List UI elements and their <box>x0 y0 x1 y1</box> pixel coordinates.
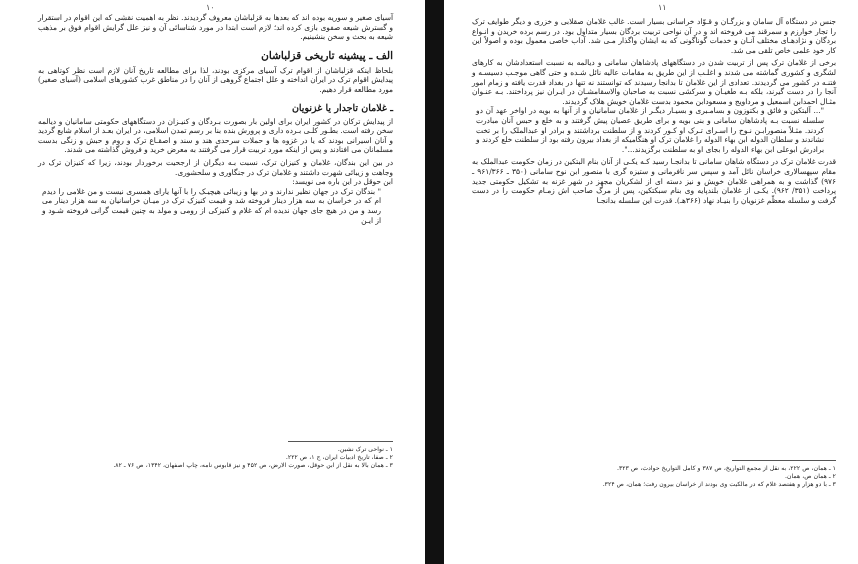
left-paragraph-3: در بین این بندگان، غلامان و کنیزان ترک، نسبت بـه دیگران از ارجحیت برخوردار بودند، زیرا که کنیزان ترک در وجاهت و زیبائی شهرت داشتند و غلامان ترک در جنگاوری و سلحشوری. <box>38 157 393 177</box>
left-paragraph-1: بلحاظ اینکه قزلباشان از اقوام ترک آسیای مرکزی بودند، لذا برای مطالعه تاریخ آنان لازم است نظر کوتاهی به پیدایش اقوام ترک در ایران انداخته و علل اجتماع گروهی از آنان را در مناطق غرب کشورهای اسلامی (آسیای صغیر) مورد مطالعه قرار دهیم. <box>38 65 393 94</box>
right-footnote-3: ۳ ـ با دو هزار و هفتصد غلام که در مالکیت وی بودند از خراسان بیرون رفت؛ همان، ص ۳۲۴. <box>602 481 836 488</box>
right-page-body <box>472 17 836 205</box>
left-quote: " بندگان ترک در جهان نظیر ندارند و در بها و زیبائی هیچیـک را با آنها یارای همسری نیست و من غلامی را دیدم ام که در خراسان به سه هزار دینار فروخته شد و قیمت کنیزک ترک در میـان خراسانیان به سه هزار دینار می رسد و من در هیچ جای جهان ندیده ام که غلام و کنیزکی از رومی و مولد به چنین قیمت گرانی فروخته شـود و از ایـن <box>42 186 381 225</box>
book-gutter <box>425 0 444 564</box>
left-page <box>0 0 425 564</box>
left-footnote-1: ۱ ـ نواحی ترک نشین. <box>337 446 393 453</box>
left-page-body <box>38 13 393 225</box>
left-footnote-3: ۳ ـ همان بالا به نقل از ابن حوقل، صورت الارض، ص ۴۵۲ و نیز قابوس نامه، چاپ اصفهان، ۱۳۴۲، ص ۷۶ ـ ۸۲. <box>113 462 393 469</box>
right-quote: "... آلبتکین و فائق و بکتوزون و بسامـبری و بسیـار دیگـر از غلامان سامانیان و از آنها به بویه در اواخر عهد آن دو سلسله نسبت بـه پادشاهان سامانی و بنی بویه و برای طریق عصیان پیش گرفتند و به خلع و حبس آنان مبادرت کردند. مثـلاً منصورابـن نـوح را اسـرای تـرک او کـور کردند و از سلطنت برداشتند و برادر او عبدالملک را بر تخت نشاندند و سلطان الدوله ابن بهاء الدوله را غلامان ترک او هنگامیکه از بغداد بیرون رفته بود از سلطنت خلع کردند و برادرش ابوعلی ابن بهاء الدوله را بجای او به سلطنت برگزیدند...". <box>476 106 824 154</box>
left-intro-paragraph: آسیای صغیر و سوریه بوده اند که بعدها به قزلباشان معروف گردیدند. نظر به اهمیت نقشی که این اقوام در استقرار و گسترش شیعه صفوی بازی کرده اند؛ لازم است ابتدا در مورد شناسائی آن و نیز علل گرایش اقوام فوق بر مذهب شیعه به بحث و سخن بنشینیم. <box>38 13 393 42</box>
left-paragraph-4: ابن حوقل در این باره می نویسد: <box>292 177 393 187</box>
right-footnotes <box>472 465 836 489</box>
right-page-number: ۱۱ <box>658 3 667 12</box>
right-page <box>444 0 858 564</box>
section-heading-qizilbash-history: الف ـ پیشینه تاریخی قزلباشان <box>261 49 393 62</box>
left-page-number: ۱۰ <box>206 3 215 12</box>
right-footnote-rule <box>732 460 836 461</box>
right-footnote-1: ۱ ـ همان، ص ۲۲۲، به نقل از مجمع التواریخ، ص ۳۸۷ و کامل التواریخ حوادث، ص ۳۲۳. <box>616 465 836 472</box>
left-footnote-rule <box>288 441 393 442</box>
right-footnote-2: ۲ ـ همان ص، همان. <box>785 473 836 480</box>
section-heading-ghaznavids: ـ غلامان تاجدار یا غزنویان <box>291 102 393 114</box>
left-paragraph-2: از پیدایش ترکان در کشور ایران برای اولین بار بصورت بـردگان و کنیـزان در دستگاههای حکومتی سامانیان و دیالمه سخن رفته است. بطـور کلـی بـرده داری و پرورش بنده بنا بر رسم تمدن اسلامی، در ایران بعـد از اسلام شایع گردید و آنان اسیرانی بودند که یا در غزوه ها و حملات سرحدی هند و سند و اصقـاع ترک و روم و حبش و زنگی بدست مسلمانان می افتادند و پس از اینکه مورد تربیت قرار می گرفتند به معرض خرید و فروش گذاشته می شدند. <box>38 116 393 155</box>
right-paragraph-2: برخی از غلامان ترک پس از تربیت شدن در دستگاههای پادشاهان سامانی و دیالمه به نسبت استعدادشان به کارهای لشگری و کشوری گماشته می شدند و اغلـب از این طریق به مقامات عالیه نائل شـده و حتی گاهی موجـب دسیسـه و فتنـه در کشور می گردیدند. تعدادی از این غلامان تا بدانجا رسیدند که توانستند نه تنها در بغداد قدرت یافته و زمام امور آنجا را در دست گیرند، بلکه بـه طغیـان و سرکشی نسبت به صاحبان والاسقامشـان در ایـران نیز پرداختند. بـه عنـوان مثـال احمدابن اسمعیل و مرداویج و مسعودابن محمود بدست غلامان خویش هلاک گردیدند. <box>472 58 836 106</box>
right-paragraph-1: جنس در دستگاه آل سامان و بزرگـان و قـوّاد خراسانی بسیار است. غالب غلامان صقلابی و خزری و دیگر طوایف ترک را تجار خوارزم و سمرقند می فروخته اند و در آن نواحی تربیت بردگان بسیار متداول بود. در رسم برده خریدن و انـواع بردگان و نژادهـای مختلف آنـان و خدمات گوناگونی که به ایشان واگذار مـی شد. آداب خاصی معمول بوده و اصولاً این کار خود علمی خاص تلقی می شد. <box>472 17 836 55</box>
left-footnotes <box>38 446 393 470</box>
right-paragraph-3: قدرت غلامان ترک در دستگاه شاهان سامانی تا بدانجـا رسید کـه یکـی از آنان بنام البتکین در زمان حکومت عبدالملک به مقام سپهسالاری خراسان نائل آمد و سپس سر نافرمانی و ستیزه گری با منصور ابن نوح سامانی (۳۵۰ ـ ۹۶۱/۳۶۶ ـ ۹۷۶) گذاشت و به همراهی غلامان خویش و نیز دسته ای از لشکریان مجهز در شهر غزنه به تشکیل حکومتی جدید پرداخت (۳۵۱/ ۹۶۲). یکـی از غلامان بلندپایه وی بنام سبکتکین، پس از مرگ صاحب اش زمـام حکومت را در دست گرفت و سلسله معظّم غزنویان را بنیـاد نهاد (۳۶۶هـ). قدرت این سلسله بدانجـا <box>472 157 836 205</box>
left-footnote-2: ۲ ـ صفا، تاریخ ادبیات ایران، ج ۱، ص ۲۲۲. <box>285 454 393 461</box>
